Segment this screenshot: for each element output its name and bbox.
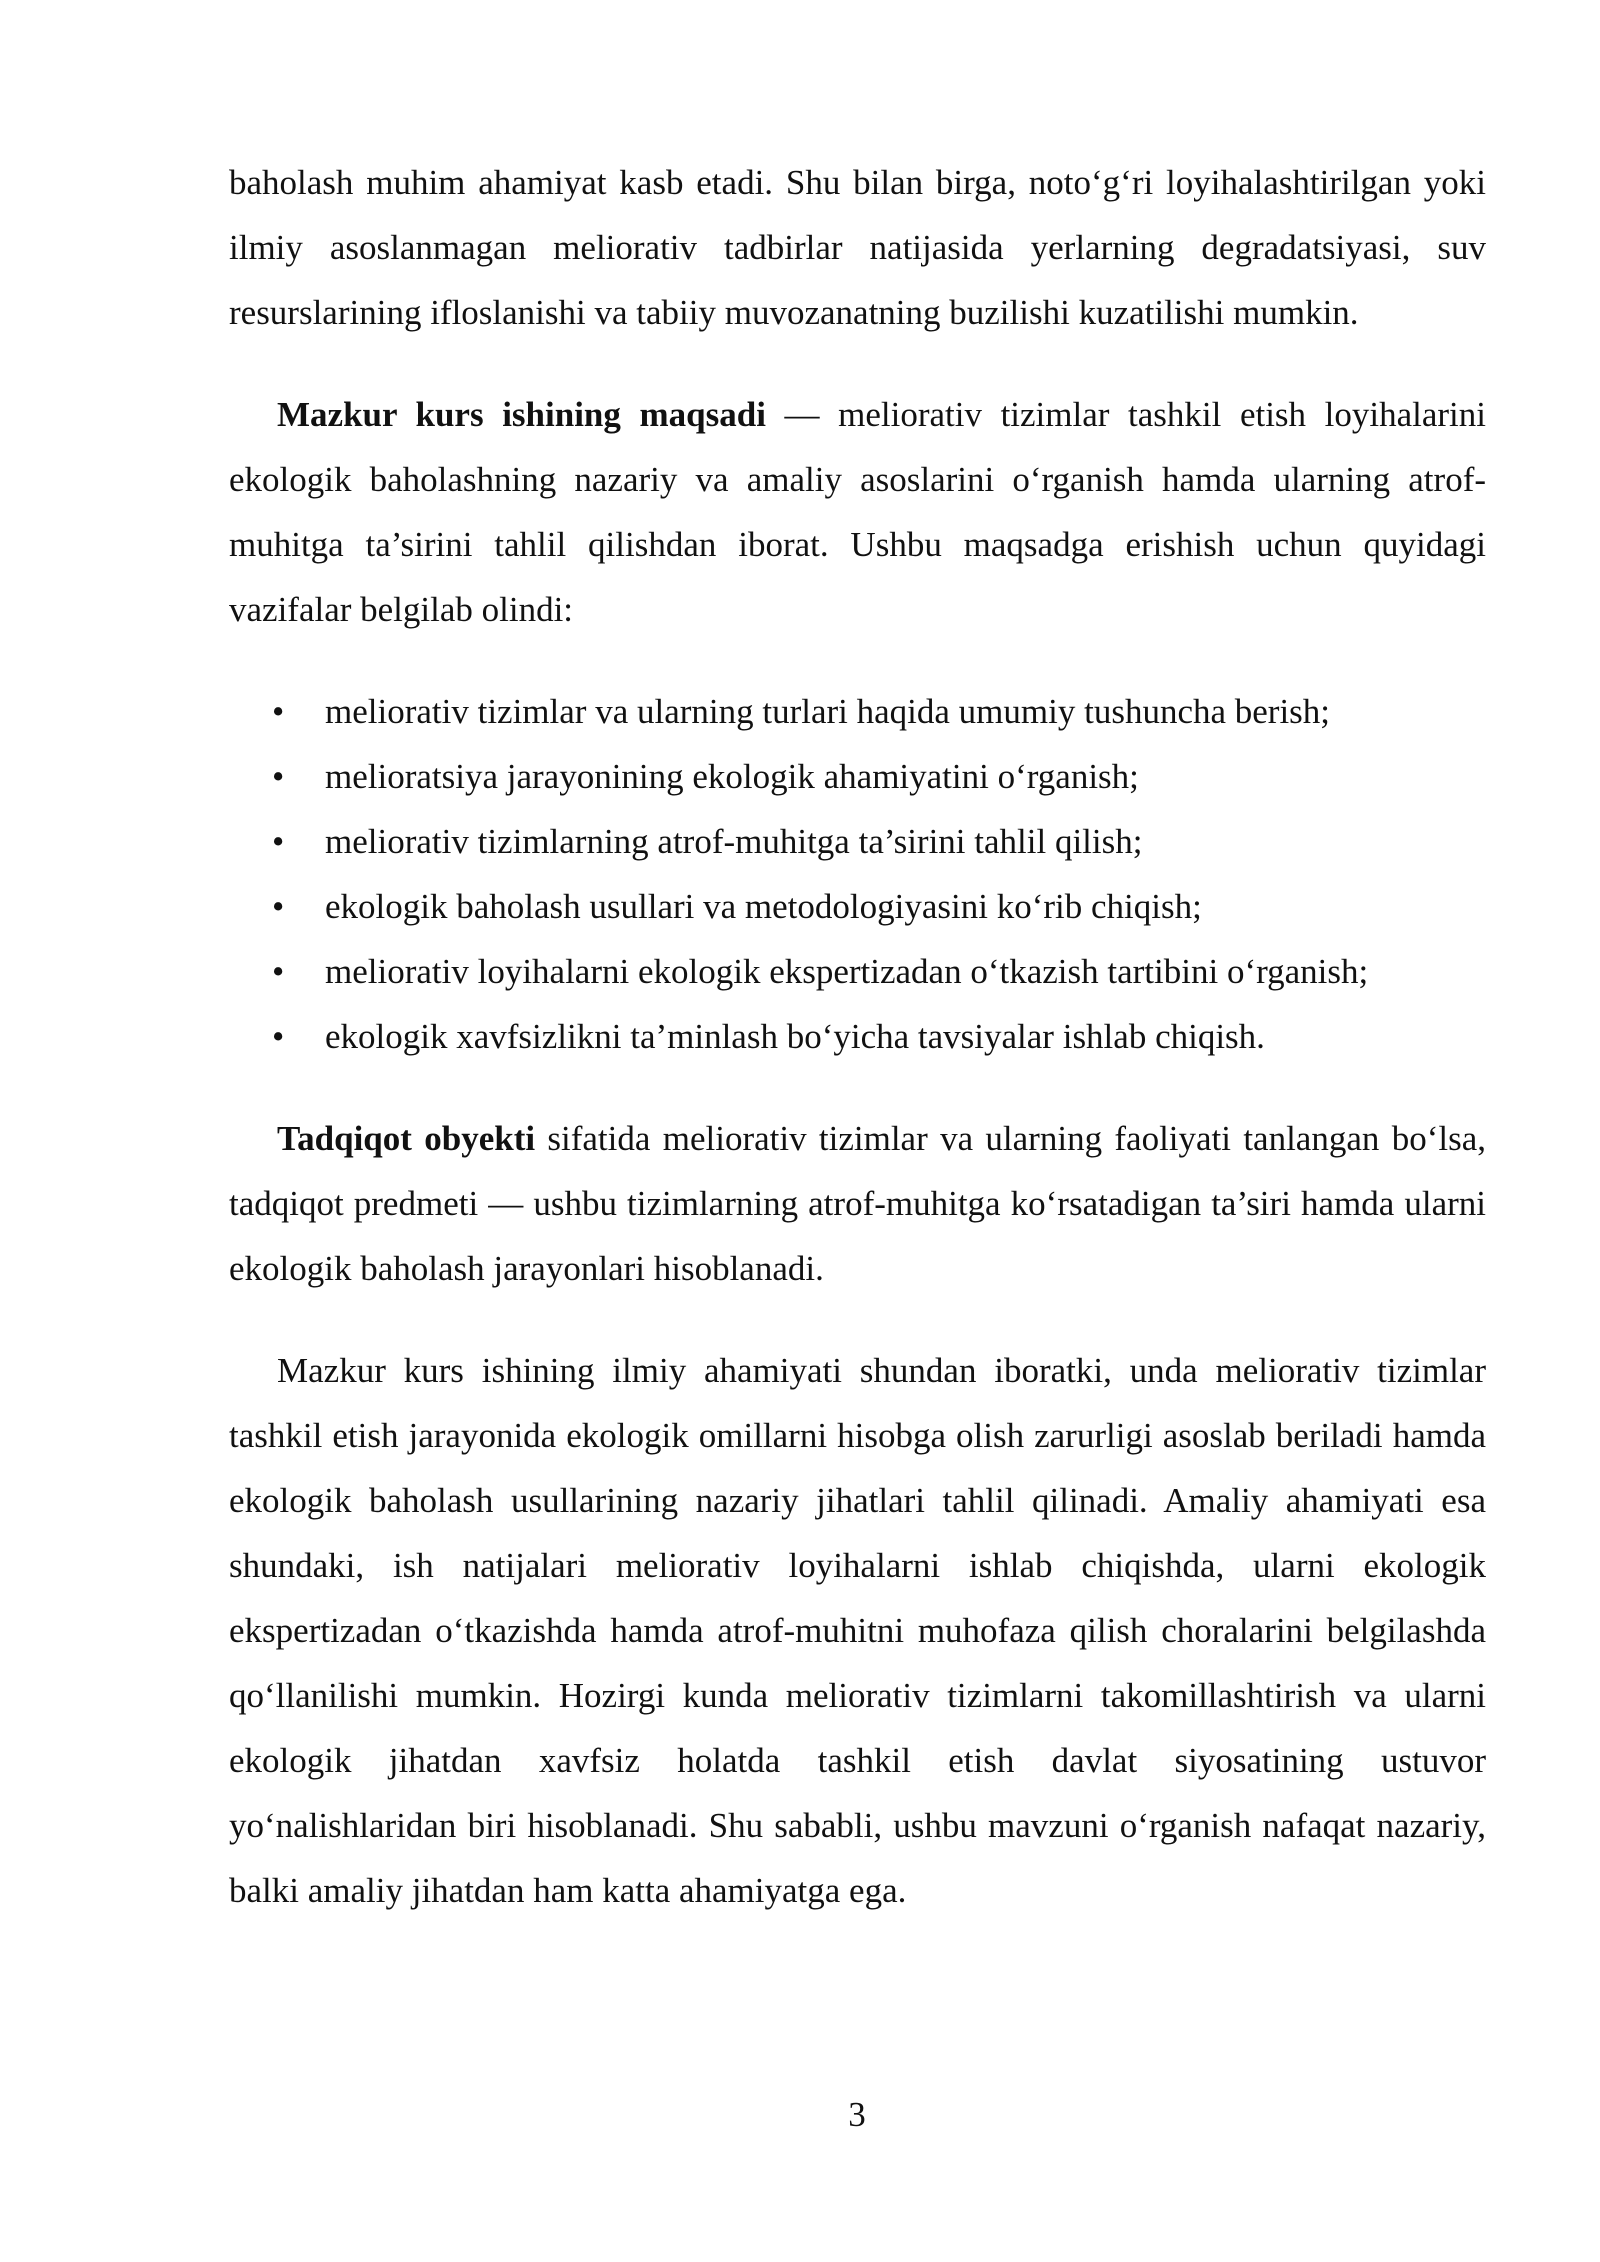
tasks-list [229, 679, 1486, 1069]
paragraph-object [229, 1106, 1486, 1301]
list-item [229, 679, 1486, 744]
bullet-icon: • [272, 692, 285, 731]
paragraph-significance: Mazkur kurs ishining ilmiy ahamiyati shundan iboratki, unda meliorativ tizimlar tashkil etish jarayonida ekologik omillarni hisobga olish zarurligi asoslab beriladi hamda ekologik baholash usullarining nazariy jihatlari tahlil qilinadi. Amaliy ahamiyati esa shundaki, ish natijalari meliorativ loyihalarni ishlab chiqishda, ularni ekologik ekspertizadan o‘tkazishda hamda atrof-muhitni muhofaza qilish choralarini belgilashda qo‘llanilishi mumkin. Hozirgi kunda meliorativ tizimlarni takomillashtirish va ularni ekologik jihatdan xavfsiz holatda tashkil etish davlat siyosatining ustuvor yo‘nalishlaridan biri hisoblanadi. Shu sababli, ushbu mavzuni o‘rganish nafaqat nazariy, balki amaliy jihatdan ham katta ahamiyatga ega. [229, 1351, 1486, 1910]
list-item-text: ekologik xavfsizlikni ta’minlash bo‘yicha tavsiyalar ishlab chiqish. [325, 1017, 1265, 1056]
bullet-icon: • [272, 822, 285, 861]
object-text: sifatida meliorativ tizimlar va ularning faoliyati tanlangan bo‘lsa, tadqiqot predmeti — ushbu tizimlarning atrof-muhitga ko‘rsatadigan ta’siri hamda ularni ekologik baholash jarayonlari hisoblanadi. [229, 1119, 1486, 1288]
page-number: 3 [848, 2095, 866, 2134]
list-item [229, 744, 1486, 809]
bullet-icon: • [272, 1017, 285, 1056]
goal-heading: Mazkur kurs ishining maqsadi [277, 395, 766, 434]
list-item [229, 939, 1486, 1004]
goal-text: — meliorativ tizimlar tashkil etish loyihalarini ekologik baholashning nazariy va amaliy asoslarini o‘rganish hamda ularning atrof-muhitga ta’sirini tahlil qilishdan iborat. Ushbu maqsadga erishish uchun quyidagi vazifalar belgilab olindi: [229, 395, 1487, 629]
bullet-icon: • [272, 887, 285, 926]
bullet-icon: • [272, 952, 285, 991]
bullet-icon: • [272, 757, 285, 796]
paragraph-intro: baholash muhim ahamiyat kasb etadi. Shu bilan birga, noto‘g‘ri loyihalashtirilgan yoki ilmiy asoslanmagan meliorativ tadbirlar natijasida yerlarning degradatsiyasi, suv resurslarining ifloslanishi va tabiiy muvozanatning buzilishi kuzatilishi mumkin. [229, 163, 1486, 332]
list-item-text: meliorativ tizimlar va ularning turlari haqida umumiy tushuncha berish; [325, 692, 1331, 731]
list-item [229, 809, 1486, 874]
paragraph-goal [229, 382, 1486, 642]
object-heading: Tadqiqot obyekti [277, 1119, 536, 1158]
list-item-text: ekologik baholash usullari va metodologiyasini ko‘rib chiqish; [325, 887, 1202, 926]
list-item-text: meliorativ loyihalarni ekologik ekspertizadan o‘tkazish tartibini o‘rganish; [325, 952, 1369, 991]
list-item [229, 874, 1486, 939]
document-page [229, 150, 1486, 1923]
list-item-text: meliorativ tizimlarning atrof-muhitga ta’sirini tahlil qilish; [325, 822, 1143, 861]
list-item [229, 1004, 1486, 1069]
list-item-text: melioratsiya jarayonining ekologik ahamiyatini o‘rganish; [325, 757, 1139, 796]
